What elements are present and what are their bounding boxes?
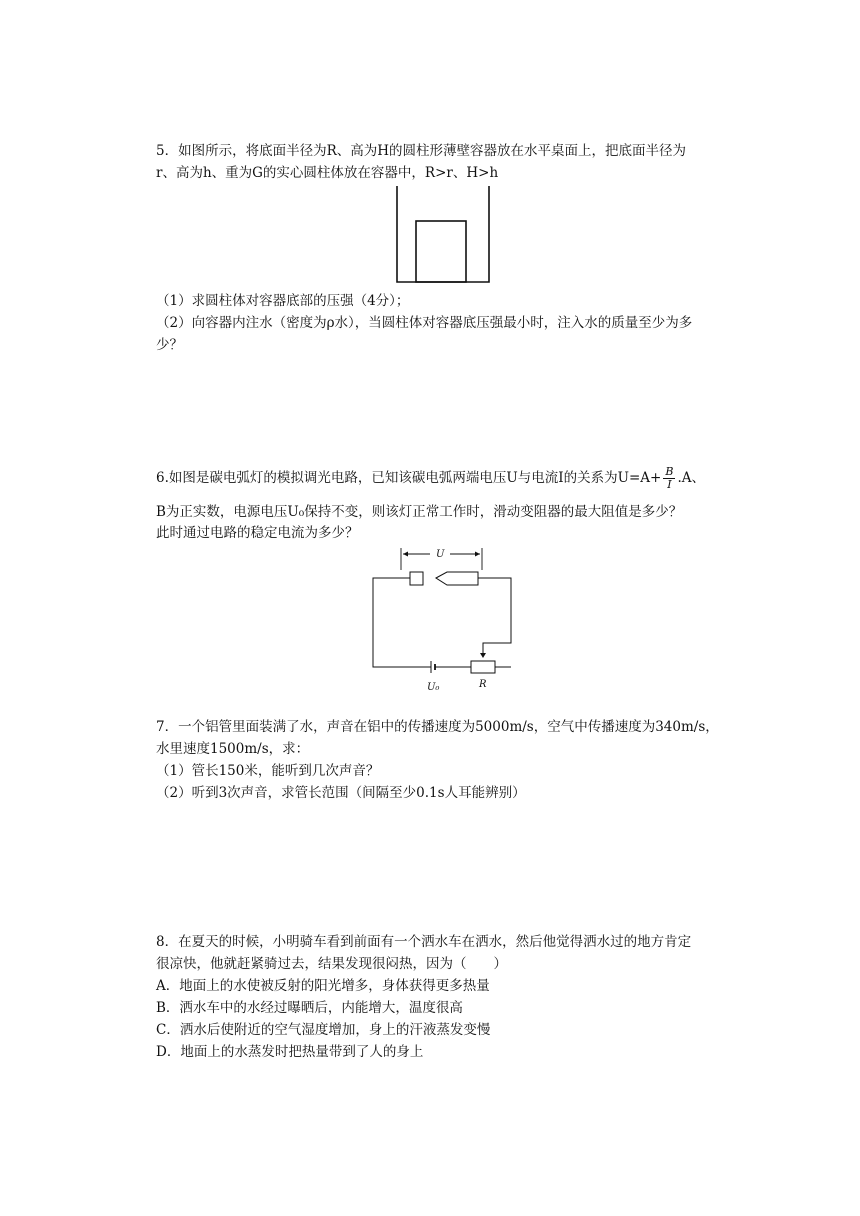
circuit-wire	[373, 578, 431, 667]
q5-sub-1: （1）求圆柱体对容器底部的压强（4分）；	[156, 293, 410, 309]
sliding-rheostat	[471, 661, 495, 673]
q8-line-2: 很凉快，他就赶紧骑过去，结果发现很闷热，因为（ ）	[156, 956, 507, 972]
carbon-rod-block	[410, 572, 423, 585]
container-walls	[397, 186, 489, 282]
fraction-numerator: B	[665, 465, 674, 478]
q5-sub-3: 少？	[156, 337, 183, 353]
voltage-u-label: U	[436, 549, 445, 560]
q7-sub-2: （2）听到3次声音，求管长范围（间隔至少0.1s人耳能辨别）	[156, 785, 526, 801]
q8-option-b: B．洒水车中的水经过曝晒后，内能增大，温度很高	[156, 1000, 463, 1016]
b-over-i-fraction	[663, 466, 675, 491]
q6-line-1	[156, 466, 705, 491]
resistor-r-label: R	[479, 679, 487, 690]
q6-line-2: B为正实数，电源电压U₀保持不变，则该灯正常工作时，滑动变阻器的最大阻值是多少？	[156, 504, 683, 520]
q6-line-1-end: .A、	[677, 470, 705, 486]
q6-line-1-text: 6.如图是碳电弧灯的模拟调光电路，已知该碳电弧两端电压U与电流I的关系为U=A+	[156, 470, 662, 486]
fraction-denominator: I	[667, 478, 672, 491]
container-cylinder-diagram	[396, 186, 491, 284]
carbon-rod-tip	[436, 572, 478, 585]
q7-line-1: 7．一个铝管里面装满了水，声音在铝中的传播速度为5000m/s，空气中传播速度为340m/s，	[156, 719, 719, 735]
source-voltage-label: U₀	[427, 682, 440, 693]
q6-line-3: 此时通过电路的稳定电流为多少？	[156, 525, 359, 541]
q7-line-2: 水里速度1500m/s，求：	[156, 741, 310, 757]
q8-option-d: D．地面上的水蒸发时把热量带到了人的身上	[156, 1044, 424, 1060]
q5-line-1: 5．如图所示，将底面半径为R、高为H的圆柱形薄壁容器放在水平桌面上，把底面半径为	[156, 143, 687, 159]
q5-sub-2: （2）向容器内注水（密度为ρ水），当圆柱体对容器底压强最小时，注入水的质量至少为多	[156, 315, 693, 331]
solid-cylinder	[416, 221, 466, 282]
q8-option-a: A．地面上的水使被反射的阳光增多，身体获得更多热量	[156, 978, 490, 994]
circuit-wire	[478, 578, 511, 657]
arc-lamp-circuit-diagram	[368, 545, 518, 695]
q8-option-c: C．洒水后使附近的空气湿度增加，身上的汗液蒸发变慢	[156, 1022, 491, 1038]
q8-line-1: 8．在夏天的时候，小明骑车看到前面有一个洒水车在洒水，然后他觉得洒水过的地方肯定	[156, 934, 692, 950]
q7-sub-1: （1）管长150米，能听到几次声音？	[156, 763, 380, 779]
q5-line-2: r、高为h、重为G的实心圆柱体放在容器中，R>r、H>h	[156, 165, 499, 181]
